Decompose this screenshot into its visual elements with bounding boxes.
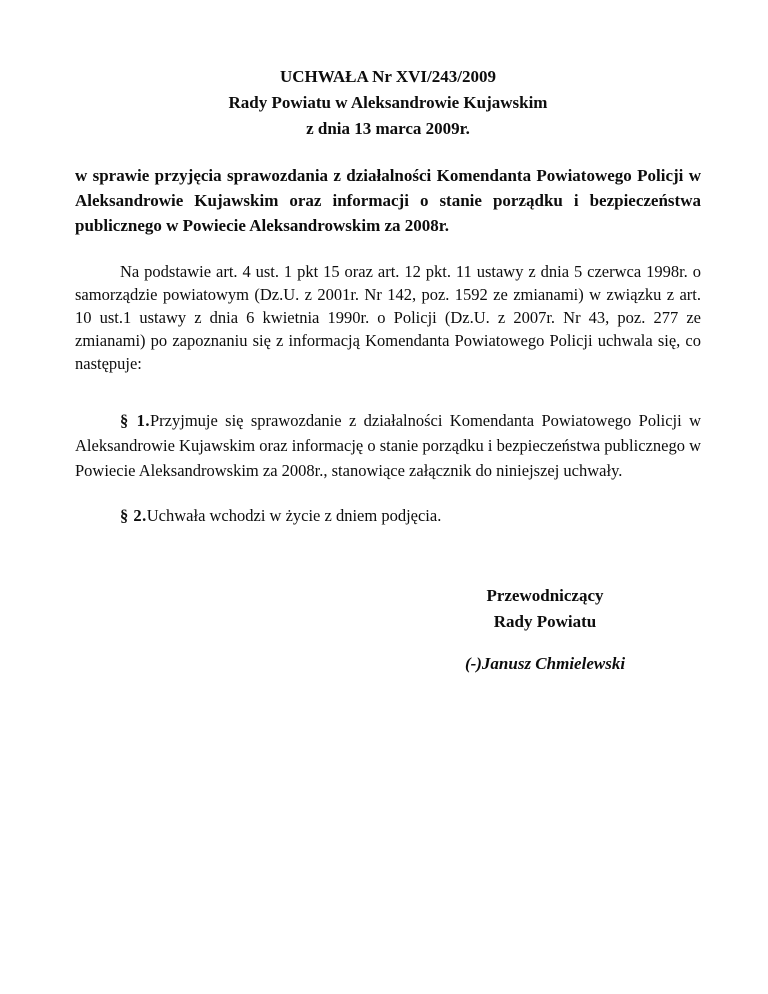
section-1-paragraph [75, 408, 701, 483]
signer-name: (-)Janusz Chmielewski [464, 654, 626, 673]
signature-block [420, 583, 670, 676]
signer-title-line2: Rady Powiatu [493, 612, 597, 631]
issuing-body: Rady Powiatu w Aleksandrowie Kujawskim [228, 93, 548, 112]
document-header [75, 64, 701, 142]
section-1-label: § 1. [120, 411, 150, 430]
section-2-text: Uchwała wchodzi w życie z dniem podjęcia. [146, 506, 442, 525]
legal-basis-paragraph: Na podstawie art. 4 ust. 1 pkt 15 oraz art. 12 pkt. 11 ustawy z dnia 5 czerwca 1998r. o samorządzie powiatowym (Dz.U. z 2001r. Nr 142, poz. 1592 ze zmianami) w związku z art. 10 ust.1 ustawy z dnia 6 kwietnia 1990r. o Policji (Dz.U. z 2007r. Nr 43, poz. 277 ze zmianami) po zapoznaniu się z informacją Komendanta Powiatowego Policji uchwala się, co następuje: [75, 262, 701, 373]
subject-paragraph: w sprawie przyjęcia sprawozdania z działalności Komendanta Powiatowego Policji w Aleksandrowie Kujawskim oraz informacji o stanie porządku i bezpieczeństwa publicznego w Powiecie Aleksandrowskim za 2008r. [75, 166, 701, 235]
signer-title-line1: Przewodniczący [486, 586, 604, 605]
section-2-paragraph [75, 504, 701, 527]
section-2-label: § 2. [120, 506, 147, 525]
resolution-date: z dnia 13 marca 2009r. [306, 119, 470, 138]
section-1-text: Przyjmuje się sprawozdanie z działalności Komendanta Powiatowego Policji w Aleksandrowie Kujawskim oraz informację o stanie porządku i bezpieczeństwa publicznego w Powiecie Aleksandrowskim za 2008r., stanowiące załącznik do niniejszej uchwały. [75, 411, 702, 480]
resolution-number: UCHWAŁA Nr XVI/243/2009 [280, 67, 496, 86]
